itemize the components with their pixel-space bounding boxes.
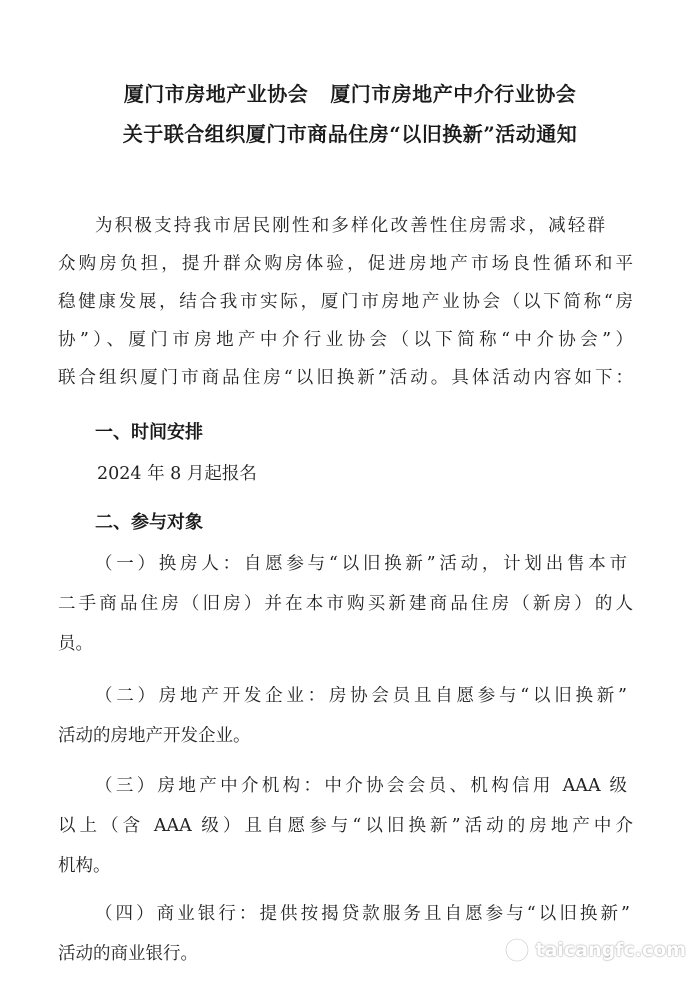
intro-line-3: 稳健康发展，结合我市实际，厦门市房地产业协会（以下简称“房 [58, 292, 633, 312]
item-2-line-2: 活动的房地产开发企业。 [58, 726, 251, 746]
schedule-text: 2024 年 8 月起报名 [97, 464, 257, 484]
title-org-1: 厦门市房地产业协会 [123, 82, 309, 106]
section-heading-schedule: 一、时间安排 [95, 422, 203, 443]
intro-line-1: 为积极支持我市居民刚性和多样化改善性住房需求，减轻群 [95, 216, 605, 236]
item-3-line-3: 机构。 [58, 856, 111, 876]
item-4-line-2: 活动的商业银行。 [58, 944, 198, 964]
item-4-line-1: （四）商业银行：提供按揭贷款服务且自愿参与“以旧换新” [95, 904, 630, 924]
item-1-line-3: 员。 [58, 634, 93, 654]
site-watermark [504, 935, 687, 965]
intro-line-5: 联合组织厦门市商品住房“以旧换新”活动。具体活动内容如下： [58, 368, 633, 388]
item-2-line-1: （二）房地产开发企业：房协会员且自愿参与“以旧换新” [95, 686, 627, 706]
item-1-line-2: 二手商品住房（旧房）并在本市购买新建商品住房（新房）的人 [58, 594, 633, 614]
document-title-organizations [0, 78, 700, 107]
section-heading-participants: 二、参与对象 [95, 512, 203, 533]
document-title-subject: 关于联合组织厦门市商品住房“以旧换新”活动通知 [122, 122, 578, 146]
smiley-logo-icon [504, 937, 530, 963]
title-org-2: 厦门市房地产中介行业协会 [330, 82, 577, 106]
intro-line-2: 众购房负担，提升群众购房体验，促进房地产市场良性循环和平 [58, 254, 633, 274]
intro-line-4: 协”）、厦门市房地产中介行业协会（以下简称“中介协会”） [58, 330, 633, 350]
item-3-line-1: （三）房地产中介机构：中介协会会员、机构信用 AAA 级 [95, 776, 627, 796]
item-3-line-2: 以上（含 AAA 级）且自愿参与“以旧换新”活动的房地产中介 [58, 816, 633, 836]
watermark-text: taicangfc.com [535, 939, 686, 961]
item-1-line-1: （一）换房人：自愿参与“以旧换新”活动，计划出售本市 [95, 554, 627, 574]
